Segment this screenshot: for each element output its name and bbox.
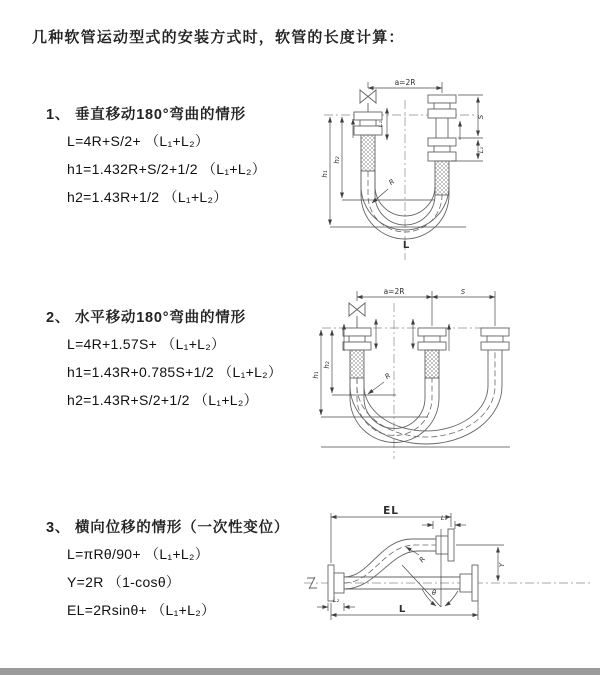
radius-leader bbox=[372, 189, 388, 203]
section-2-formula-h1: h1=1.43R+0.785S+1/2 （L₁+L₂） bbox=[67, 364, 283, 380]
radius-label: R bbox=[383, 371, 393, 382]
left-braided-hose bbox=[350, 350, 364, 378]
dim-ext-top bbox=[357, 291, 495, 326]
section-3-formula-L: L=πRθ/90+ （L₁+L₂） bbox=[67, 546, 210, 562]
right-top-flange bbox=[428, 95, 456, 103]
radius-label: R bbox=[387, 177, 397, 188]
section-2-heading: 2、 水平移动180°弯曲的情形 bbox=[46, 310, 246, 326]
right-top-flange-nut bbox=[428, 109, 456, 118]
dim-label-el: EL bbox=[383, 505, 399, 517]
dim-label-h1: h₁ bbox=[312, 371, 320, 379]
section-2-formula-L: L=4R+1.57S+ （L₁+L₂） bbox=[67, 336, 226, 352]
section-3-formula-Y: Y=2R （1-cosθ） bbox=[67, 574, 181, 590]
middle-flange-neck bbox=[424, 336, 440, 342]
diagram-lateral-displacement bbox=[296, 503, 600, 648]
dim-label-l1: L₁ bbox=[440, 514, 448, 522]
dim-label-a2r: a=2R bbox=[383, 287, 405, 296]
middle-flange-nut bbox=[418, 342, 446, 350]
left-flange-neck bbox=[349, 336, 365, 342]
radius-label: R bbox=[417, 555, 428, 565]
dim-label-l: L bbox=[398, 604, 406, 615]
dim-label-h2: h₂ bbox=[323, 361, 331, 369]
section-1-formula-h1: h1=1.432R+S/2+1/2 （L₁+L₂） bbox=[67, 161, 267, 177]
left-flange-nut bbox=[343, 342, 371, 350]
right-lower-flange bbox=[428, 138, 456, 146]
left-flange bbox=[343, 328, 371, 336]
diagram-horizontal-180-bend bbox=[308, 283, 600, 463]
right-flange bbox=[481, 328, 509, 336]
right-flange-hub bbox=[460, 574, 472, 592]
dim-ext-el bbox=[331, 513, 451, 563]
dim-ticks-l1 bbox=[433, 521, 455, 529]
valve-icon bbox=[360, 90, 376, 103]
right-top-flange-neck bbox=[434, 103, 450, 109]
right-lower-flange-neck bbox=[434, 146, 450, 152]
dim-label-a2r: a=2R bbox=[394, 78, 416, 87]
dim-label-h2: h₂ bbox=[333, 156, 341, 164]
section-1-formula-L: L=4R+S/2+ （L₁+L₂） bbox=[67, 133, 210, 149]
radius-line bbox=[402, 565, 441, 607]
left-flange-neck bbox=[360, 120, 376, 126]
dim-label-s: S bbox=[460, 288, 466, 296]
section-1-formula-h2: h2=1.43R+1/2 （L₁+L₂） bbox=[67, 189, 228, 205]
page-bottom-edge bbox=[0, 668, 600, 675]
middle-flange bbox=[418, 328, 446, 336]
dim-label-l1-right: L₁ bbox=[477, 146, 485, 154]
hose-outer-wall bbox=[350, 378, 439, 443]
upper-flange-hub bbox=[436, 536, 448, 554]
dim-label-l2: L₂ bbox=[332, 596, 340, 604]
dim-label-h1: h₁ bbox=[321, 170, 329, 178]
right-braided-hose bbox=[435, 161, 449, 195]
radius-leader bbox=[368, 382, 384, 394]
right-lower-flange-nut bbox=[428, 152, 456, 161]
angle-label: θ bbox=[431, 589, 437, 597]
dim-label-l1-left: L₁ bbox=[376, 120, 384, 128]
dim-ticks-l2 bbox=[328, 603, 344, 611]
hose-inner-wall bbox=[364, 378, 425, 428]
left-braided-hose bbox=[361, 135, 375, 171]
angle-arc-right bbox=[445, 591, 458, 606]
upper-flange bbox=[448, 529, 454, 561]
dim-label-s: S bbox=[477, 114, 485, 120]
section-3-formula-EL: EL=2Rsinθ+ （L₁+L₂） bbox=[67, 602, 216, 618]
diagram-vertical-180-bend bbox=[308, 72, 600, 262]
page-title: 几种软管运动型式的安装方式时，软管的长度计算： bbox=[32, 29, 405, 46]
valve-icon bbox=[349, 303, 365, 316]
dim-label-y: Y bbox=[498, 562, 506, 568]
right-pipe bbox=[436, 118, 448, 138]
left-flange bbox=[354, 112, 382, 120]
section-2-formula-h2: h2=1.43R+S/2+1/2 （L₁+L₂） bbox=[67, 392, 258, 408]
right-flange-nut bbox=[481, 342, 509, 350]
hose-centerline bbox=[357, 378, 432, 436]
middle-braided-hose bbox=[425, 350, 439, 378]
left-flange-hub bbox=[334, 573, 344, 593]
section-3-heading: 3、 横向位移的情形（一次性变位） bbox=[46, 520, 290, 536]
length-label: L bbox=[402, 240, 410, 251]
right-flange-neck bbox=[487, 336, 503, 342]
right-flange bbox=[472, 565, 478, 601]
section-1-heading: 1、 垂直移动180°弯曲的情形 bbox=[46, 107, 246, 123]
